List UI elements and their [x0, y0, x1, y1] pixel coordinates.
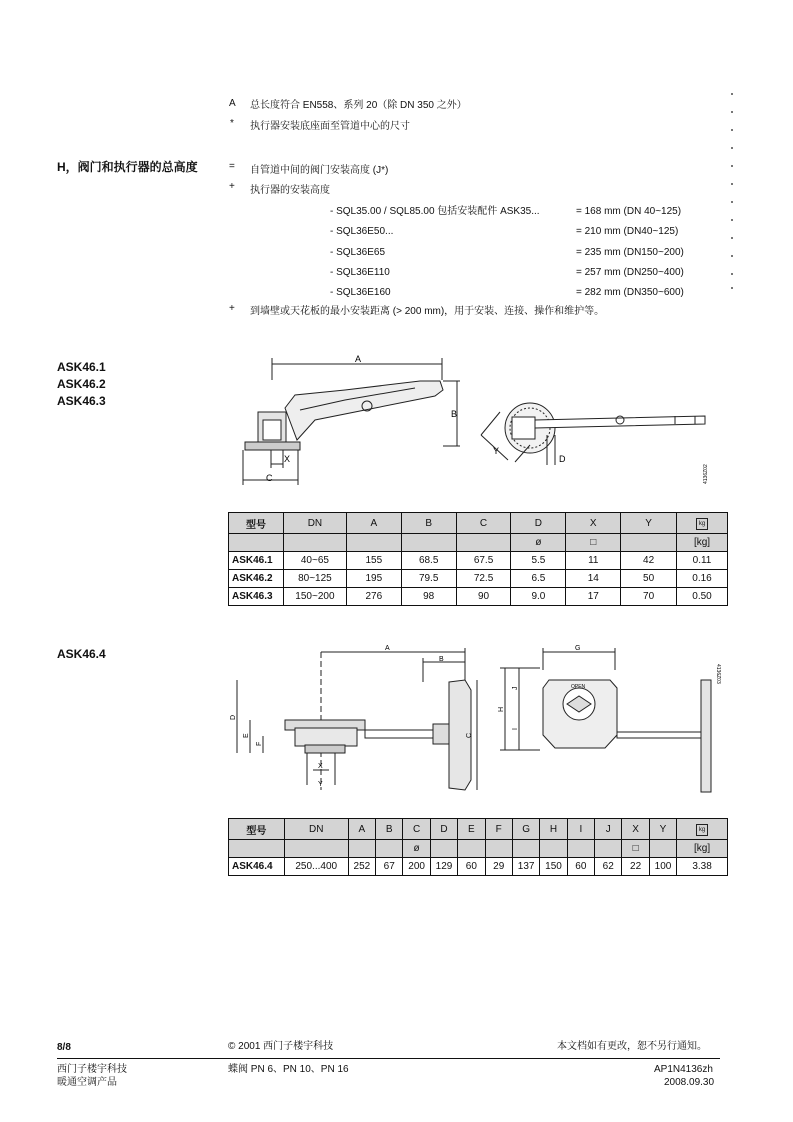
col-header: H: [540, 819, 567, 840]
col-subheader: [621, 534, 677, 552]
height-item-label: - SQL36E50...: [330, 226, 394, 237]
dim-b-label: B: [439, 656, 444, 663]
col-header: C: [456, 513, 511, 534]
height-section-title: H，阀门和执行器的总高度: [57, 160, 198, 174]
dim-a-label: A: [355, 354, 362, 364]
model-label: ASK46.4: [57, 647, 106, 661]
col-header: B: [401, 513, 456, 534]
dim-g-label: G: [575, 645, 581, 652]
col-header: 型号: [229, 819, 285, 840]
table-row: ASK46.2 80~125 195 79.5 72.5 6.5 14 50 0.16: [229, 570, 728, 588]
copyright: © 2001 西门子楼宇科技: [228, 1041, 334, 1052]
height-item-label: - SQL36E160: [330, 287, 391, 298]
page-number: 8/8: [57, 1042, 71, 1053]
height-item-label: - SQL36E65: [330, 247, 386, 258]
model-label: ASK46.2: [57, 377, 106, 391]
col-header: F: [485, 819, 512, 840]
drawing-code: 4136Z02: [703, 464, 709, 484]
dim-x-label: X: [284, 454, 291, 464]
product-name: 蝶阀 PN 6、PN 10、PN 16: [228, 1064, 349, 1075]
drawing-code: 4136Z03: [715, 664, 721, 684]
document-date: 2008.09.30: [664, 1077, 715, 1088]
col-header: 型号: [229, 513, 284, 534]
col-header: J: [595, 819, 622, 840]
col-header: Y: [649, 819, 676, 840]
col-header: I: [567, 819, 594, 840]
table-row: ASK46.4 250...400 252 67 200 129 60 29 137 150 60 62 22 100 3.38: [229, 858, 728, 876]
dim-d-label: D: [559, 454, 566, 464]
document-id: AP1N4136zh: [654, 1064, 713, 1075]
col-subheader: [401, 534, 456, 552]
dim-a-label: A: [385, 645, 390, 652]
height-line-valve: 自管道中间的阀门安装高度 (J*): [250, 165, 389, 176]
height-item-value: = 210 mm (DN40~125): [576, 226, 679, 237]
spec-table-ask46-1: [228, 512, 728, 606]
note-text-star: 执行器安装底座面至管道中心的尺寸: [250, 121, 410, 132]
col-header: C: [403, 819, 430, 840]
dim-y-label: Y: [493, 446, 500, 456]
height-item-label: - SQL36E110: [330, 267, 390, 278]
ask46-1-drawing: [225, 350, 725, 490]
col-subheader: [346, 534, 401, 552]
division: 暖通空调产品: [57, 1077, 117, 1088]
height-item-value: = 235 mm (DN150~200): [576, 247, 684, 258]
col-header: B: [376, 819, 403, 840]
col-header: X: [566, 513, 621, 534]
weight-icon: kg: [677, 513, 728, 534]
col-subheader: [283, 534, 346, 552]
note-symbol-a: A: [229, 98, 236, 109]
dim-c-label: C: [466, 732, 473, 738]
dim-f-label: F: [256, 741, 263, 746]
dim-y-label: Y: [318, 781, 323, 788]
open-label: OPEN: [571, 684, 586, 690]
col-header: D: [430, 819, 457, 840]
col-header: A: [348, 819, 375, 840]
table-row: ASK46.1 40~65 155 68.5 67.5 5.5 11 42 0.11: [229, 552, 728, 570]
height-line-actuator: 执行器的安装高度: [250, 185, 330, 196]
company: 西门子楼宇科技: [57, 1064, 127, 1075]
col-header: G: [512, 819, 539, 840]
height-symbol-eq: =: [229, 161, 235, 172]
height-item-value: = 282 mm (DN350~600): [576, 287, 684, 298]
col-subheader: [kg]: [677, 534, 728, 552]
model-label: ASK46.3: [57, 394, 106, 408]
col-header: DN: [283, 513, 346, 534]
col-header: E: [458, 819, 485, 840]
note-text-a: 总长度符合 EN558、系列 20（除 DN 350 之外）: [250, 100, 467, 111]
footer-divider: [57, 1058, 720, 1059]
dim-b-label: B: [451, 409, 458, 419]
dim-i-label: I: [512, 728, 519, 730]
col-subheader: ø: [511, 534, 566, 552]
col-header: A: [346, 513, 401, 534]
height-footer-symbol: +: [229, 303, 235, 314]
col-header: DN: [284, 819, 348, 840]
note-symbol-star: *: [230, 118, 234, 129]
height-item-label: - SQL35.00 / SQL85.00 包括安装配件 ASK35...: [330, 206, 540, 217]
dim-h-label: H: [498, 706, 505, 712]
col-header: D: [511, 513, 566, 534]
col-header: X: [622, 819, 649, 840]
height-footer-text: 到墙壁或天花板的最小安装距离 (> 200 mm)，用于安装、连接、操作和维护等。: [250, 306, 605, 317]
table-row: ASK46.3 150~200 276 98 90 9.0 17 70 0.50: [229, 588, 728, 606]
model-label: ASK46.1: [57, 360, 106, 374]
dim-e-label: E: [243, 733, 250, 738]
height-item-value: = 168 mm (DN 40~125): [576, 206, 682, 217]
col-header: Y: [621, 513, 677, 534]
change-notice: 本文档如有更改，恕不另行通知。: [557, 1041, 707, 1052]
dim-c-label: C: [266, 473, 273, 483]
dim-x-label: X: [318, 763, 323, 770]
dim-d-label: D: [230, 714, 237, 720]
height-item-value: = 257 mm (DN250~400): [576, 267, 684, 278]
dim-j-label: J: [512, 686, 519, 690]
col-subheader: [229, 534, 284, 552]
col-subheader: [456, 534, 511, 552]
ask46-4-drawing: [225, 640, 725, 800]
height-symbol-plus: +: [229, 181, 235, 192]
spec-table-ask46-4: 型号 DN A B C D E F G H I J X Y kg ø □ [kg] ASK46.4 250...400 252 67 200 129 60 29 137 150 60 62 22 100 3.38: [228, 818, 728, 876]
col-subheader: □: [566, 534, 621, 552]
weight-icon: kg: [677, 819, 728, 840]
